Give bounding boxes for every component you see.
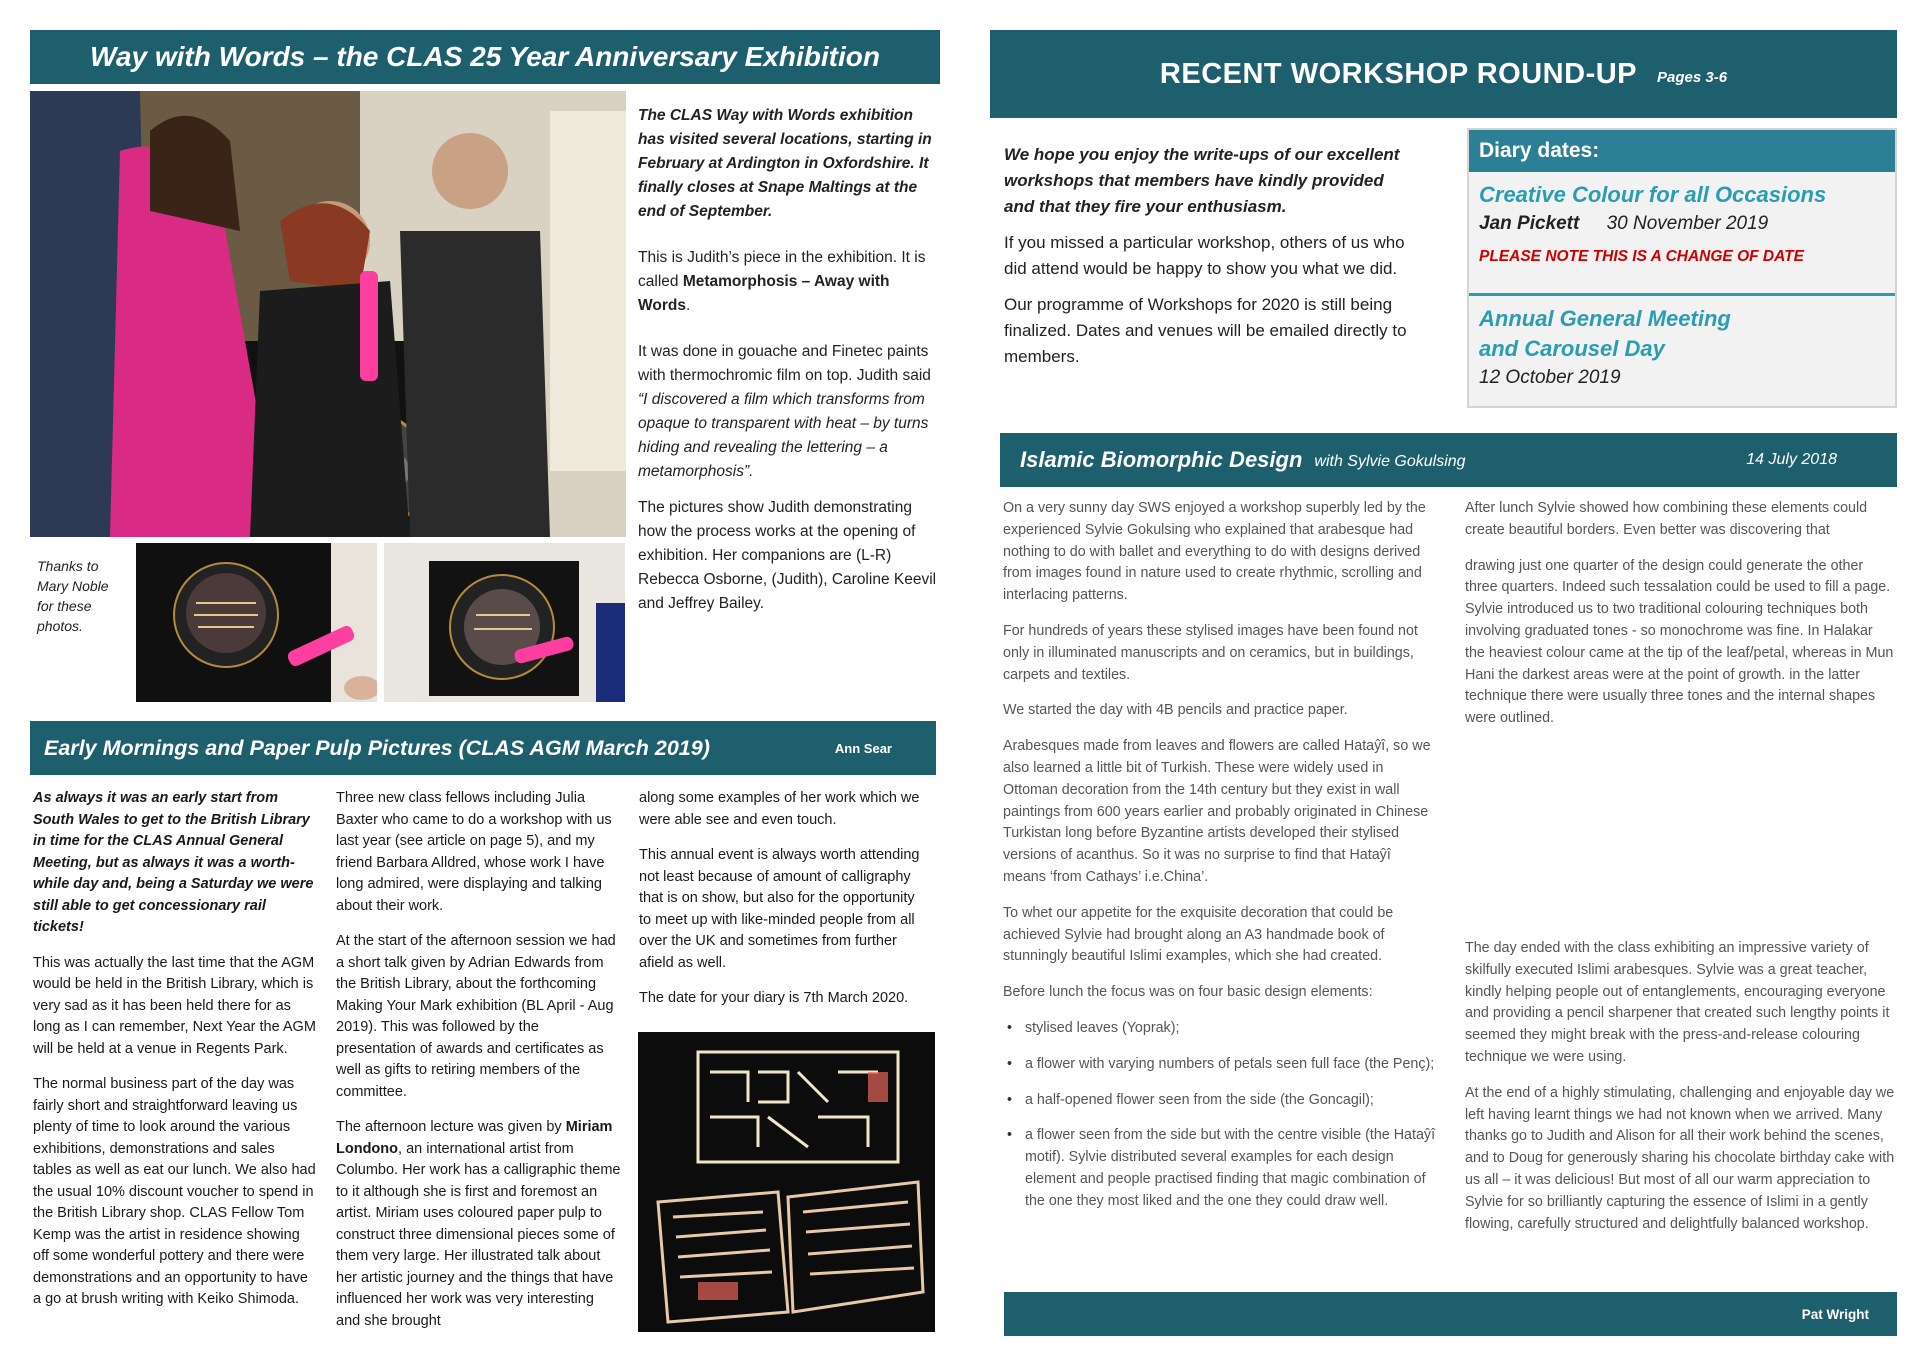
agm-article-banner xyxy=(30,721,936,775)
islamic-column-2 xyxy=(1465,498,1895,744)
photo-credit: Thanks to Mary Noble for these photos. xyxy=(37,558,109,634)
event1-tutor: Jan Pickett xyxy=(1479,213,1580,234)
intro-italic: The CLAS Way with Words exhibition has visited several locations, starting in February at Ardington in Oxfordshire. It finally closes at Snape Maltings at the end of September. xyxy=(638,107,932,220)
piece-text: This is Judith’s piece in the exhibition. It is called xyxy=(638,249,926,290)
agm-col3-p3: The date for your diary is 7th March 2020. xyxy=(639,990,909,1006)
agm-article-title: Early Mornings and Paper Pulp Pictures (CLAS AGM March 2019) xyxy=(44,735,710,760)
agm-col1-p2: The normal business part of the day was fairly short and straightforward leaving us plenty of time to look around the various exhibitions, demonstrations and sales tables as well as eat our lunch. We also had the usual 10% discount voucher to spend in the British Library shop. CLAS Fellow Tom Kemp was the artist in residence showing off some wonderful pottery and there were demonstrations and an opportunity to have a go at brush writing with Keiko Shimoda. xyxy=(33,1076,316,1307)
agm-col2-p3-pre: The afternoon lecture was given by xyxy=(336,1119,562,1135)
islamic-column-1 xyxy=(1003,498,1436,1227)
agm-col3-p1: along some examples of her work which we were able see and even touch. xyxy=(639,790,920,828)
islamic-column-2-lower xyxy=(1465,938,1895,1249)
islamic-c1-p2: For hundreds of years these stylised images have been found not only in illuminated manuscripts and on ceramics, but in buildings, carpets and textiles. xyxy=(1003,622,1418,683)
agm-col1-p1: This was actually the last time that the AGM would be held in the British Library, which is very sad as it has been held there for as long as I can remember, Next Year the AGM will be held at a venue in Regents Park. xyxy=(33,954,316,1057)
islamic-article-banner xyxy=(1000,433,1897,487)
round-up-intro-bold: We hope you enjoy the write-ups of our excellent workshops that members have kindly provided and that they fire your enthusiasm. xyxy=(1004,145,1400,216)
event2-title-line2: and Carousel Day xyxy=(1479,336,1665,361)
round-up-pages: Pages 3-6 xyxy=(1657,68,1728,86)
paper-pulp-illustration xyxy=(638,1032,935,1332)
left-banner-title: Way with Words – the CLAS 25 Year Anniversary Exhibition xyxy=(90,41,880,72)
round-up-intro xyxy=(1004,142,1414,370)
round-up-intro-p3: Our programme of Workshops for 2020 is still being finalized. Dates and venues will be emailed directly to members. xyxy=(1004,295,1407,366)
detail-illustration-2 xyxy=(384,543,625,702)
list-item: • a flower with varying numbers of petals seen full face (the Penç); xyxy=(1003,1054,1436,1076)
left-banner xyxy=(30,30,940,84)
paper-pulp-photo xyxy=(638,1032,935,1332)
agm-col3-p2: This annual event is always worth attending not least because of amount of calligraphy that is on show, but also for the opportunity to meet up with like-minded people from all over the UK and sometimes from further afield as well. xyxy=(639,847,920,971)
article-footer-banner xyxy=(1004,1292,1897,1336)
technique-paragraph xyxy=(638,340,938,484)
diary-event-1 xyxy=(1469,172,1895,296)
detail-illustration-1 xyxy=(136,543,377,702)
diary-event-2 xyxy=(1469,296,1895,392)
piece-title: Metamorphosis – Away with Words xyxy=(638,273,890,314)
judith-quote: “I discovered a film which transforms from opaque to transparent with heat – by turns hiding and revealing the lettering – a metamorphosis”. xyxy=(638,391,929,480)
agm-col2-p1: Three new class fellows including Julia Baxter who came to do a workshop with us last year (see article on page 5), and my friend Barbara Alldred, whose work I have long admired, were displaying and talking about their work. xyxy=(336,790,612,914)
detail-photo-2 xyxy=(384,543,625,702)
islamic-c1-p3: We started the day with 4B pencils and practice paper. xyxy=(1003,702,1348,719)
technique-text: It was done in gouache and Finetec paints with thermochromic film on top. Judith said xyxy=(638,343,931,384)
agm-column-3 xyxy=(639,788,925,1024)
diary-box xyxy=(1467,128,1897,408)
islamic-c2-p1: After lunch Sylvie showed how combining these elements could create beautiful borders. Even better was discovering that xyxy=(1465,500,1868,538)
agm-col2-p3 xyxy=(336,1117,622,1332)
list-item: • stylised leaves (Yoprak); xyxy=(1003,1018,1436,1040)
islamic-c2-p2: drawing just one quarter of the design could generate the other three quarters. Indeed such tessalation could be used to fill a page. Sylvie introduced us to two traditional colouring techniques both involving graduated tones - so monochrome was fine. In Halakar the heaviest colour came at the tip of the leaf/petal, whereas in Mun Hani the darkest areas were at the point of growth. in the latter technique there were usually three tones and the internal shapes were outlined. xyxy=(1465,557,1894,727)
event2-title-line1: Annual General Meeting xyxy=(1479,306,1731,331)
islamic-article-tutor: with Sylvie Gokulsing xyxy=(1314,452,1466,470)
design-elements-list xyxy=(1003,1018,1436,1213)
islamic-c1-p5: To whet our appetite for the exquisite decoration that could be achieved Sylvie had brought along an A3 handmade book of stunningly beautiful Islimi examples, which she had created. xyxy=(1003,904,1394,965)
diary-heading: Diary dates: xyxy=(1479,139,1600,162)
round-up-title: RECENT WORKSHOP ROUND-UP xyxy=(1159,57,1638,90)
islamic-article-title: Islamic Biomorphic Design xyxy=(1020,447,1303,472)
islamic-c1-p6: Before lunch the focus was on four basic design elements: xyxy=(1003,984,1373,1001)
detail-photo-1 xyxy=(136,543,377,702)
islamic-c1-p1: On a very sunny day SWS enjoyed a workshop superbly led by the experienced Sylvie Gokulsing who explained that arabesque had nothing to do with ballet and everything to do with designs derived from images found in nature used to create rhythmic, scrolling and interlacing patterns. xyxy=(1003,500,1426,604)
pictures-paragraph: The pictures show Judith demonstrating how the process works at the opening of exhibition. Her companions are (L-R) Rebecca Osborne, (Judith), Caroline Keevil and Jeffrey Bailey. xyxy=(638,499,937,612)
event1-note: PLEASE NOTE THIS IS A CHANGE OF DATE xyxy=(1479,248,1804,265)
event1-details xyxy=(1479,210,1885,238)
article-author: Pat Wright xyxy=(1801,1306,1869,1322)
photo-illustration xyxy=(30,91,626,537)
piece-paragraph xyxy=(638,246,938,318)
round-up-intro-p2: If you missed a particular workshop, others of us who did attend would be happy to show you what we did. xyxy=(1004,233,1405,278)
list-item: • a half-opened flower seen from the side (the Goncagil); xyxy=(1003,1090,1436,1112)
agm-col2-p3-post: , an international artist from Columbo. Her work has a calligraphic theme to it although she is first and foremost an artist. Miriam uses coloured paper pulp to construct three dimensional pieces some of them very large. Her illustrated talk about her artistic journey and the things that have influenced her work was very interesting and she brought xyxy=(336,1140,621,1329)
agm-col2-p2: At the start of the afternoon session we had a short talk given by Adrian Edwards from the British Library, about the forthcoming Making Your Mark exhibition (BL April - Aug 2019). This was followed by the presentation of awards and certificates as well as gifts to retiring members of the committee. xyxy=(336,933,616,1100)
agm-intro: As always it was an early start from South Wales to get to the British Library in time for the CLAS Annual General Meeting, but as always it was a worth-while day and, being a Saturday we were still able to get concessionary rail tickets! xyxy=(33,790,314,935)
event1-date: 30 November 2019 xyxy=(1606,213,1769,234)
islamic-c2-p4: At the end of a highly stimulating, challenging and enjoyable day we left having learnt things we had not known when we arrived. Many thanks go to Judith and Alison for all their work behind the scenes, and to Doug for generously sharing his chocolate birthday cake with us all – it was delicious! But most of all our warm appreciation to Sylvie for so brilliantly capturing the essence of Islimi in a gently flowing, carefully structured and delightfully balanced workshop. xyxy=(1465,1084,1895,1232)
main-photo xyxy=(30,91,626,537)
miriam-name: Miriam Londono xyxy=(336,1119,613,1157)
event2-date: 12 October 2019 xyxy=(1479,367,1621,388)
islamic-article-date: 14 July 2018 xyxy=(1746,451,1837,468)
exhibition-intro xyxy=(638,104,938,616)
list-item: • a flower seen from the side but with the centre visible (the Hataŷî motif). Sylvie distributed several examples for each design element and people practised finding that magic combination of the one they most liked and the one they could draw well. xyxy=(1003,1125,1436,1212)
event1-title: Creative Colour for all Occasions xyxy=(1479,182,1827,207)
right-banner xyxy=(990,30,1897,118)
agm-column-1 xyxy=(33,788,316,1325)
diary-heading-bar xyxy=(1469,130,1895,172)
piece-end: . xyxy=(685,297,691,314)
agm-column-2 xyxy=(336,788,622,1346)
islamic-c2-p3: The day ended with the class exhibiting an impressive variety of skilfully executed Islimi arabesques. Sylvie was a great teacher, kindly helping people out of entanglements, encouraging everyone and providing a pencil sharpener that created such lengthy points it seemed they might break with the press-and-release colouring technique we were using. xyxy=(1465,940,1890,1065)
agm-article-author: Ann Sear xyxy=(834,740,892,756)
islamic-c1-p4: Arabesques made from leaves and flowers are called Hataŷî, so we also learned a little bit of Turkish. These were widely used in Ottoman decoration from the 14th century but they exist in wall paintings from 600 years earlier and probably originated in Chinese Turkistan long before Byzantine artists developed their stylised versions of acanthus. So it was no surprise to find that Hataŷî means ‘from Cathays’ i.e.China’. xyxy=(1003,738,1431,885)
